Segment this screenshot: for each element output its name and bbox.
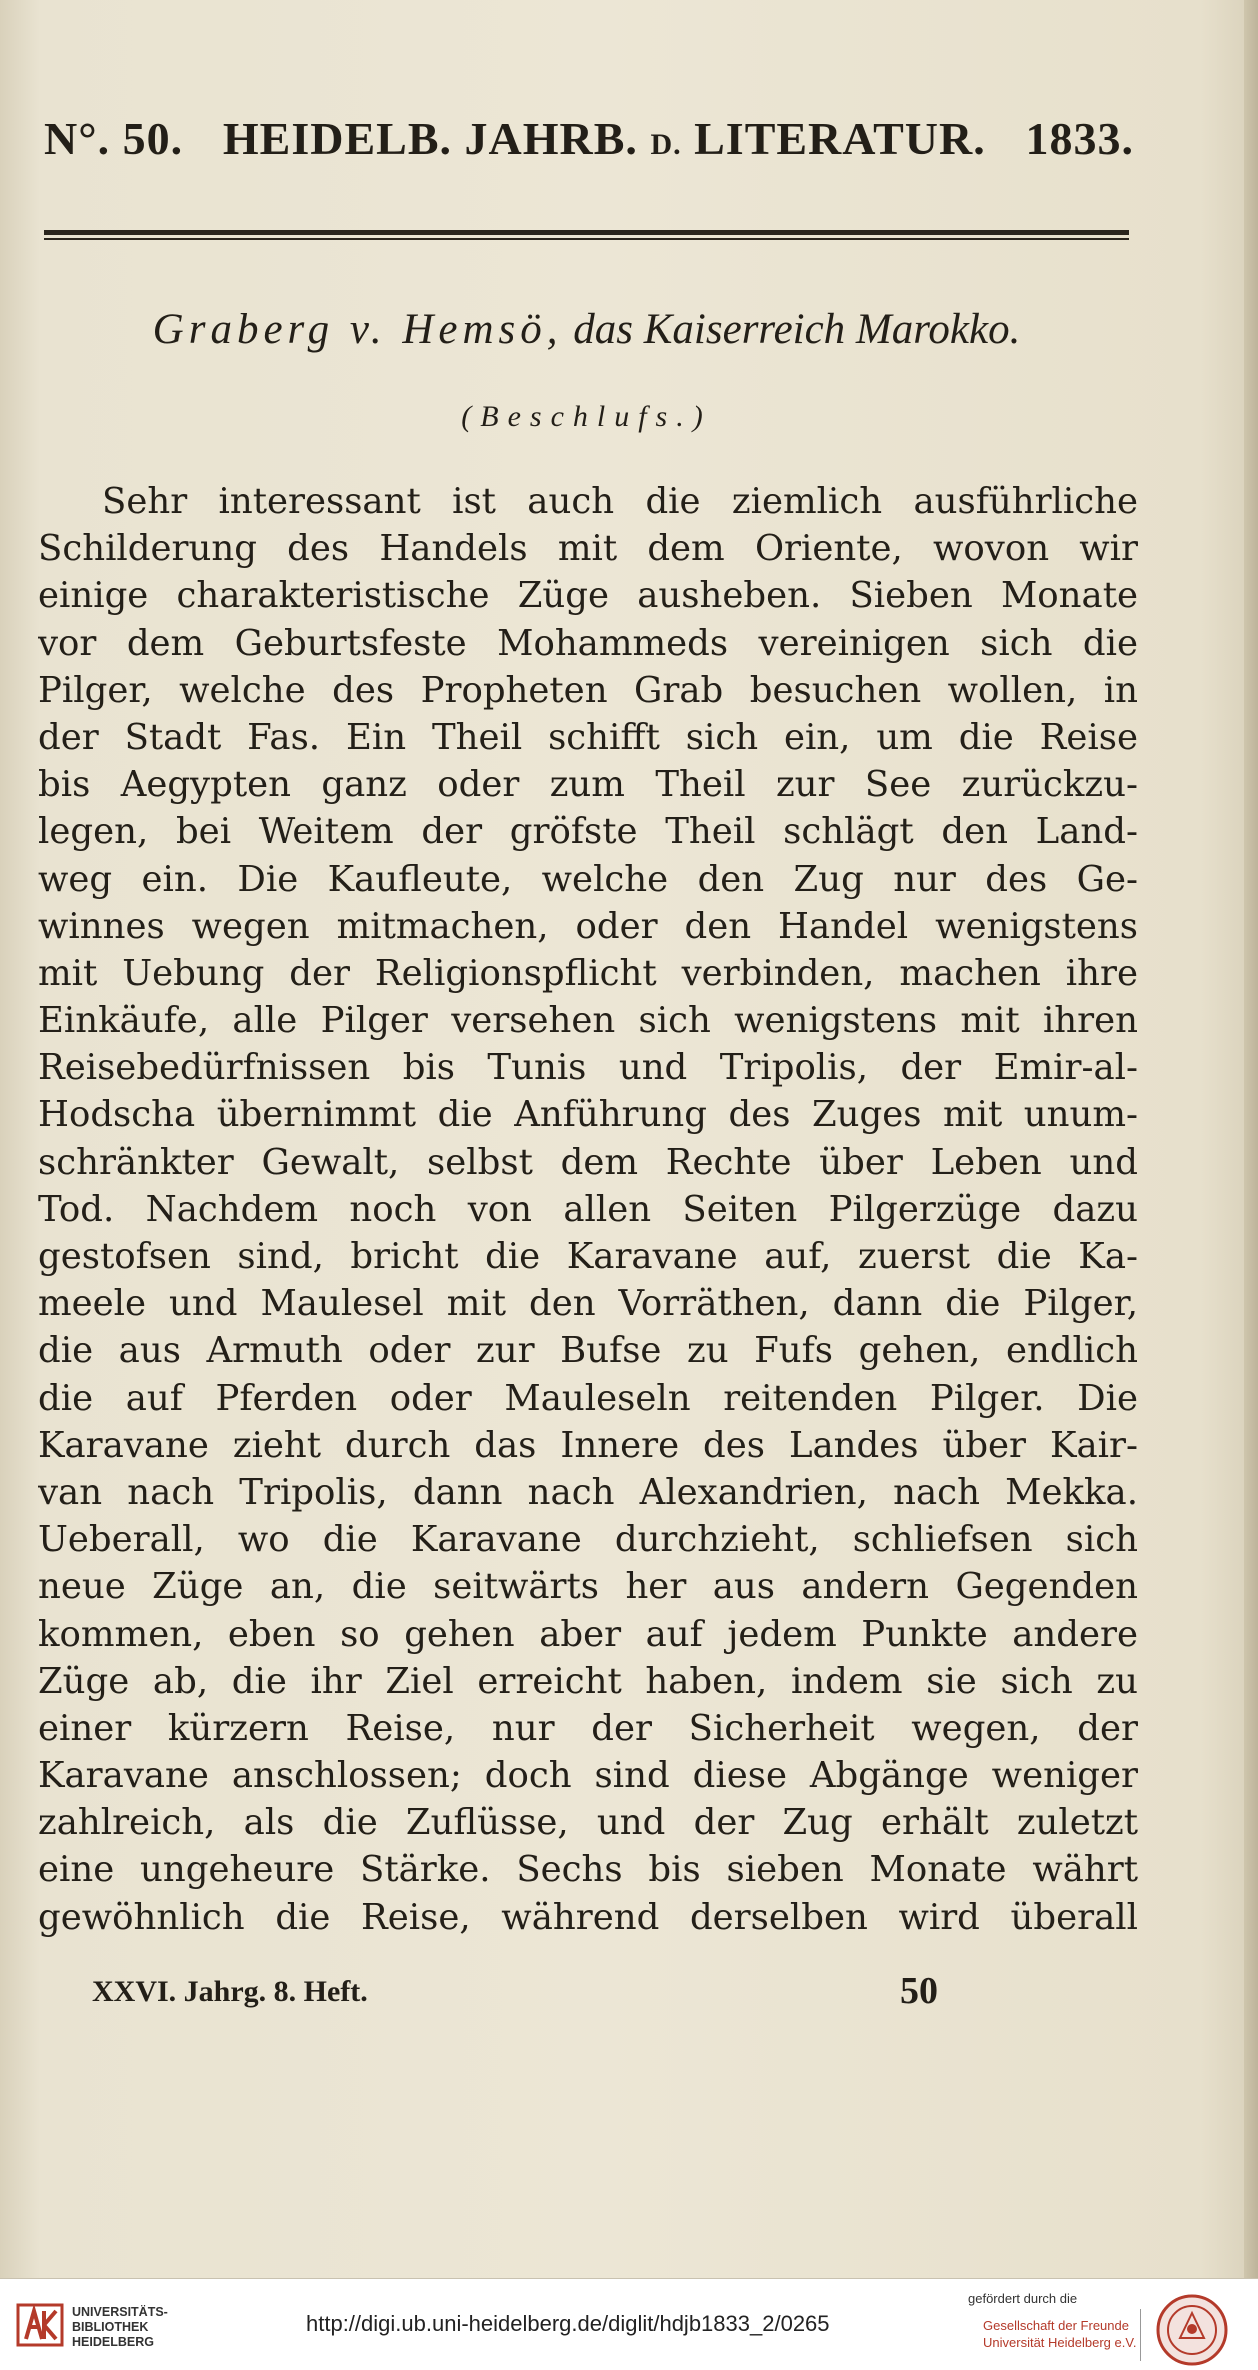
- text-line: van nach Tripolis, dann nach Alexandrien, nach Mekka.: [38, 1471, 1138, 1513]
- header-rule: [44, 230, 1129, 235]
- text-line: der Stadt Fas. Ein Theil schifft sich ein, um die Reise: [38, 716, 1138, 758]
- journal-title-abbrev: D.: [650, 128, 682, 161]
- article-title-work: das Kaiserreich Marokko.: [573, 306, 1021, 353]
- text-line: kommen, eben so gehen aber auf jedem Punkte andere: [38, 1613, 1138, 1655]
- text-line: bis Aegypten ganz oder zum Theil zur See zurückzu-: [38, 764, 1138, 806]
- society-seal-icon: [1155, 2293, 1229, 2367]
- funded-by-label: gefördert durch die: [968, 2291, 1078, 2306]
- text-line: Sehr interessant ist auch die ziemlich ausführliche: [102, 481, 1138, 522]
- permalink-link[interactable]: http://digi.ub.uni-heidelberg.de/diglit/hdjb1833_2/0265: [306, 2311, 830, 2336]
- text-line: Züge ab, die ihr Ziel erreicht haben, indem sie sich zu: [38, 1660, 1138, 1702]
- header-rule: [44, 238, 1129, 240]
- sheet-number: 50: [900, 1970, 938, 2012]
- text-line: Einkäufe, alle Pilger versehen sich wenigstens mit ihren: [38, 1000, 1138, 1042]
- text-line: vor dem Geburtsfeste Mohammeds vereinigen sich die: [38, 622, 1138, 664]
- journal-year: 1833.: [1025, 113, 1134, 164]
- text-line: einige charakteristische Züge ausheben. Sieben Monate: [38, 575, 1138, 617]
- text-line: gestofsen sind, bricht die Karavane auf, zuerst die Ka-: [38, 1236, 1138, 1277]
- text-line: die auf Pferden oder Mauleseln reitenden Pilger. Die: [38, 1377, 1138, 1419]
- body-text: [38, 478, 1138, 1941]
- article-title-author: Graberg v. Hemsö,: [152, 306, 563, 353]
- article-subtitle: (Beschlufs.): [461, 400, 712, 433]
- volume-signature: XXVI. Jahrg. 8. Heft.: [92, 1975, 368, 2008]
- text-line: mit Uebung der Religionspflicht verbinden, machen ihre: [38, 952, 1138, 994]
- journal-title: [223, 112, 986, 165]
- text-line: neue Züge an, die seitwärts her aus andern Gegenden: [38, 1566, 1138, 1608]
- journal-title-part: LITERATUR.: [694, 113, 986, 164]
- bar-divider: [1140, 2309, 1141, 2361]
- viewer-footer-bar: [0, 2278, 1258, 2370]
- text-line: eine ungeheure Stärke. Sechs bis sieben Monate währt: [38, 1849, 1138, 1891]
- text-line: Schilderung des Handels mit dem Oriente, wovon wir: [38, 528, 1138, 570]
- text-line: einer kürzern Reise, nur der Sicherheit wegen, der: [38, 1707, 1138, 1749]
- library-name: UNIVERSITÄTS- BIBLIOTHEK HEIDELBERG: [72, 2305, 168, 2349]
- article-title: [44, 305, 1129, 354]
- text-line: legen, bei Weitem der gröfste Theil schlägt den Land-: [38, 811, 1138, 853]
- sponsor-name: Gesellschaft der Freunde Universität Heidelberg e.V.: [983, 2318, 1137, 2350]
- text-line: gewöhnlich die Reise, während derselben wird überall: [38, 1896, 1138, 1938]
- text-line: Reisebedürfnissen bis Tunis und Tripolis, der Emir-al-: [38, 1047, 1138, 1089]
- text-line: winnes wegen mitmachen, oder den Handel wenigstens: [38, 905, 1138, 947]
- text-line: schränkter Gewalt, selbst dem Rechte über Leben und: [38, 1141, 1138, 1183]
- text-line: Karavane anschlossen; doch sind diese Abgänge weniger: [38, 1755, 1138, 1797]
- library-logo-icon: [14, 2299, 66, 2351]
- text-line: die aus Armuth oder zur Bufse zu Fufs gehen, endlich: [38, 1330, 1138, 1372]
- issue-number: N°. 50.: [44, 113, 184, 164]
- running-head: [44, 112, 1134, 165]
- text-line: Hodscha übernimmt die Anführung des Zuges mit unum-: [38, 1094, 1138, 1136]
- text-line: Karavane zieht durch das Innere des Landes über Kair-: [38, 1424, 1138, 1466]
- text-line: Tod. Nachdem noch von allen Seiten Pilgerzüge dazu: [38, 1188, 1138, 1230]
- page-edge: [1244, 0, 1258, 2278]
- text-line: zahlreich, als die Zuflüsse, und der Zug erhält zuletzt: [38, 1802, 1138, 1844]
- text-line: Pilger, welche des Propheten Grab besuchen wollen, in: [38, 669, 1138, 711]
- text-line: weg ein. Die Kaufleute, welche den Zug nur des Ge-: [38, 858, 1138, 900]
- journal-title-part: HEIDELB. JAHRB.: [222, 113, 638, 164]
- signature-line: [92, 1970, 952, 2012]
- text-line: Ueberall, wo die Karavane durchzieht, schliefsen sich: [38, 1519, 1138, 1561]
- text-line: meele und Maulesel mit den Vorräthen, dann die Pilger,: [38, 1283, 1138, 1325]
